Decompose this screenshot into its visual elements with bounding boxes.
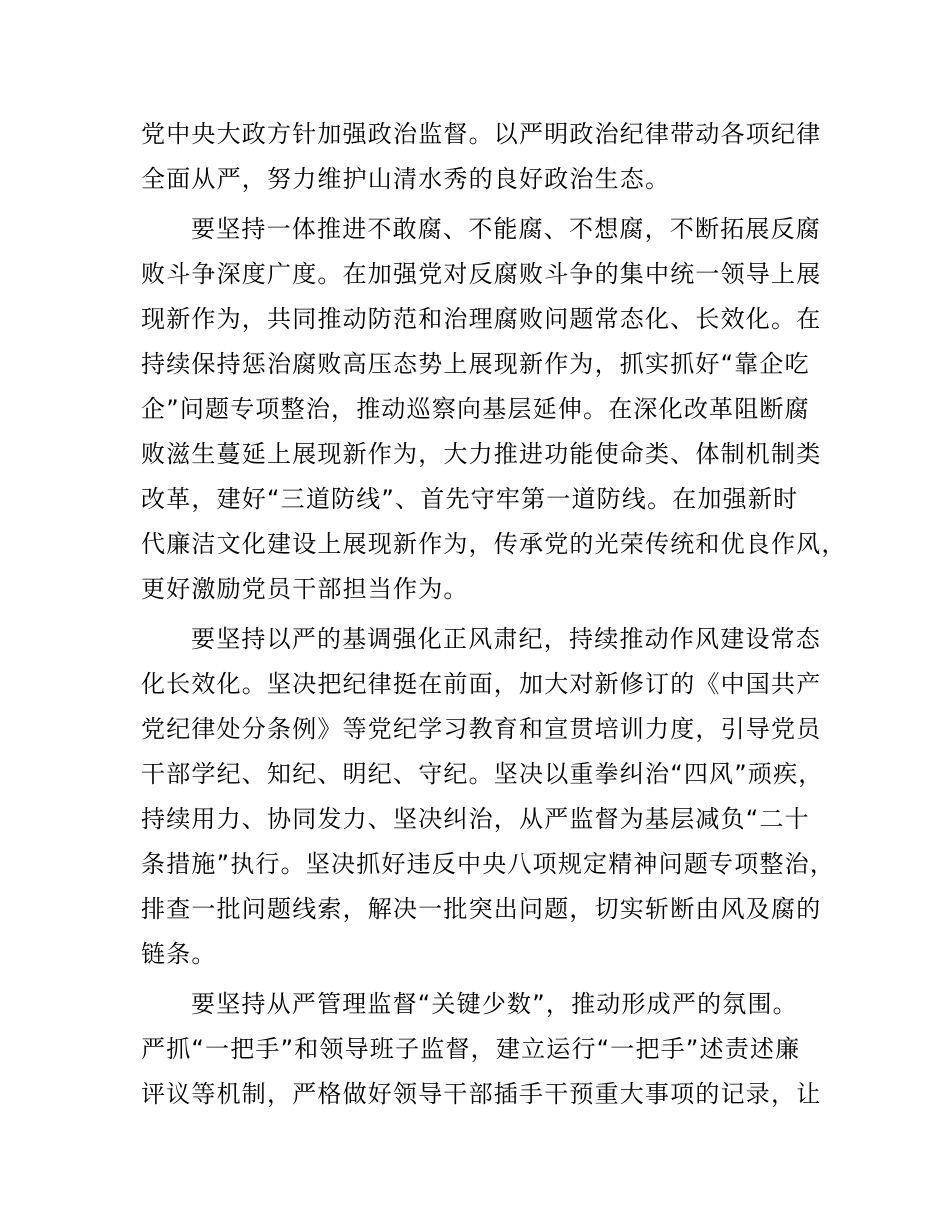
- text-line: 持续保持惩治腐败高压态势上展现新作为，抓实抓好“靠企吃: [141, 350, 810, 378]
- text-line: 败滋生蔓延上展现新作为，大力推进功能使命类、体制机制类: [141, 440, 822, 468]
- text-line: 企”问题专项整治，推动巡察向基层延伸。在深化改革阻断腐: [141, 395, 810, 423]
- text-line: 排查一批问题线索，解决一批突出问题，切实斩断由风及腐的: [141, 895, 822, 923]
- text-line: 严抓“一把手”和领导班子监督，建立运行“一把手”述责述廉: [141, 1035, 801, 1063]
- text-line: 要坚持从严管理监督“关键少数”，推动形成严的氛围。: [191, 990, 798, 1018]
- text-line: 干部学纪、知纪、明纪、守纪。坚决以重拳纠治“四风”顽疾，: [141, 760, 824, 788]
- text-line: 条措施”执行。坚决抓好违反中央八项规定精神问题专项整治，: [141, 850, 836, 878]
- text-line: 改革，建好“三道防线”、首先守牢第一道防线。在加强新时: [141, 485, 799, 513]
- paragraph-1: [141, 112, 841, 202]
- text-line: 持续用力、协同发力、坚决纠治，从严监督为基层减负“二十: [141, 805, 810, 833]
- text-line: 现新作为，共同推动防范和治理腐败问题常态化、长效化。在: [141, 305, 822, 333]
- paragraph-3: [141, 617, 841, 977]
- text-line: 党中央大政方针加强政治监督。以严明政治纪律带动各项纪律: [141, 120, 822, 148]
- text-line: 要坚持一体推进不敢腐、不能腐、不想腐，不断拓展反腐: [191, 215, 821, 243]
- text-line: 代廉洁文化建设上展现新作为，传承党的光荣传统和优良作风，: [141, 530, 847, 558]
- text-line: 党纪律处分条例》等党纪学习教育和宣贯培训力度，引导党员: [141, 715, 822, 743]
- text-line: 败斗争深度广度。在加强党对反腐败斗争的集中统一领导上展: [141, 260, 822, 288]
- paragraph-2: [141, 207, 847, 612]
- document-body: [141, 112, 847, 1122]
- paragraph-4: [141, 982, 841, 1117]
- text-line: 化长效化。坚决把纪律挺在前面，加大对新修订的《中国共产: [141, 670, 822, 698]
- text-line: 更好激励党员干部担当作为。: [141, 575, 469, 603]
- text-line: 全面从严，努力维护山清水秀的良好政治生态。: [141, 165, 671, 193]
- text-line: 链条。: [141, 940, 217, 968]
- text-line: 要坚持以严的基调强化正风肃纪，持续推动作风建设常态: [191, 625, 821, 653]
- text-line: 评议等机制，严格做好领导干部插手干预重大事项的记录，让: [141, 1080, 822, 1108]
